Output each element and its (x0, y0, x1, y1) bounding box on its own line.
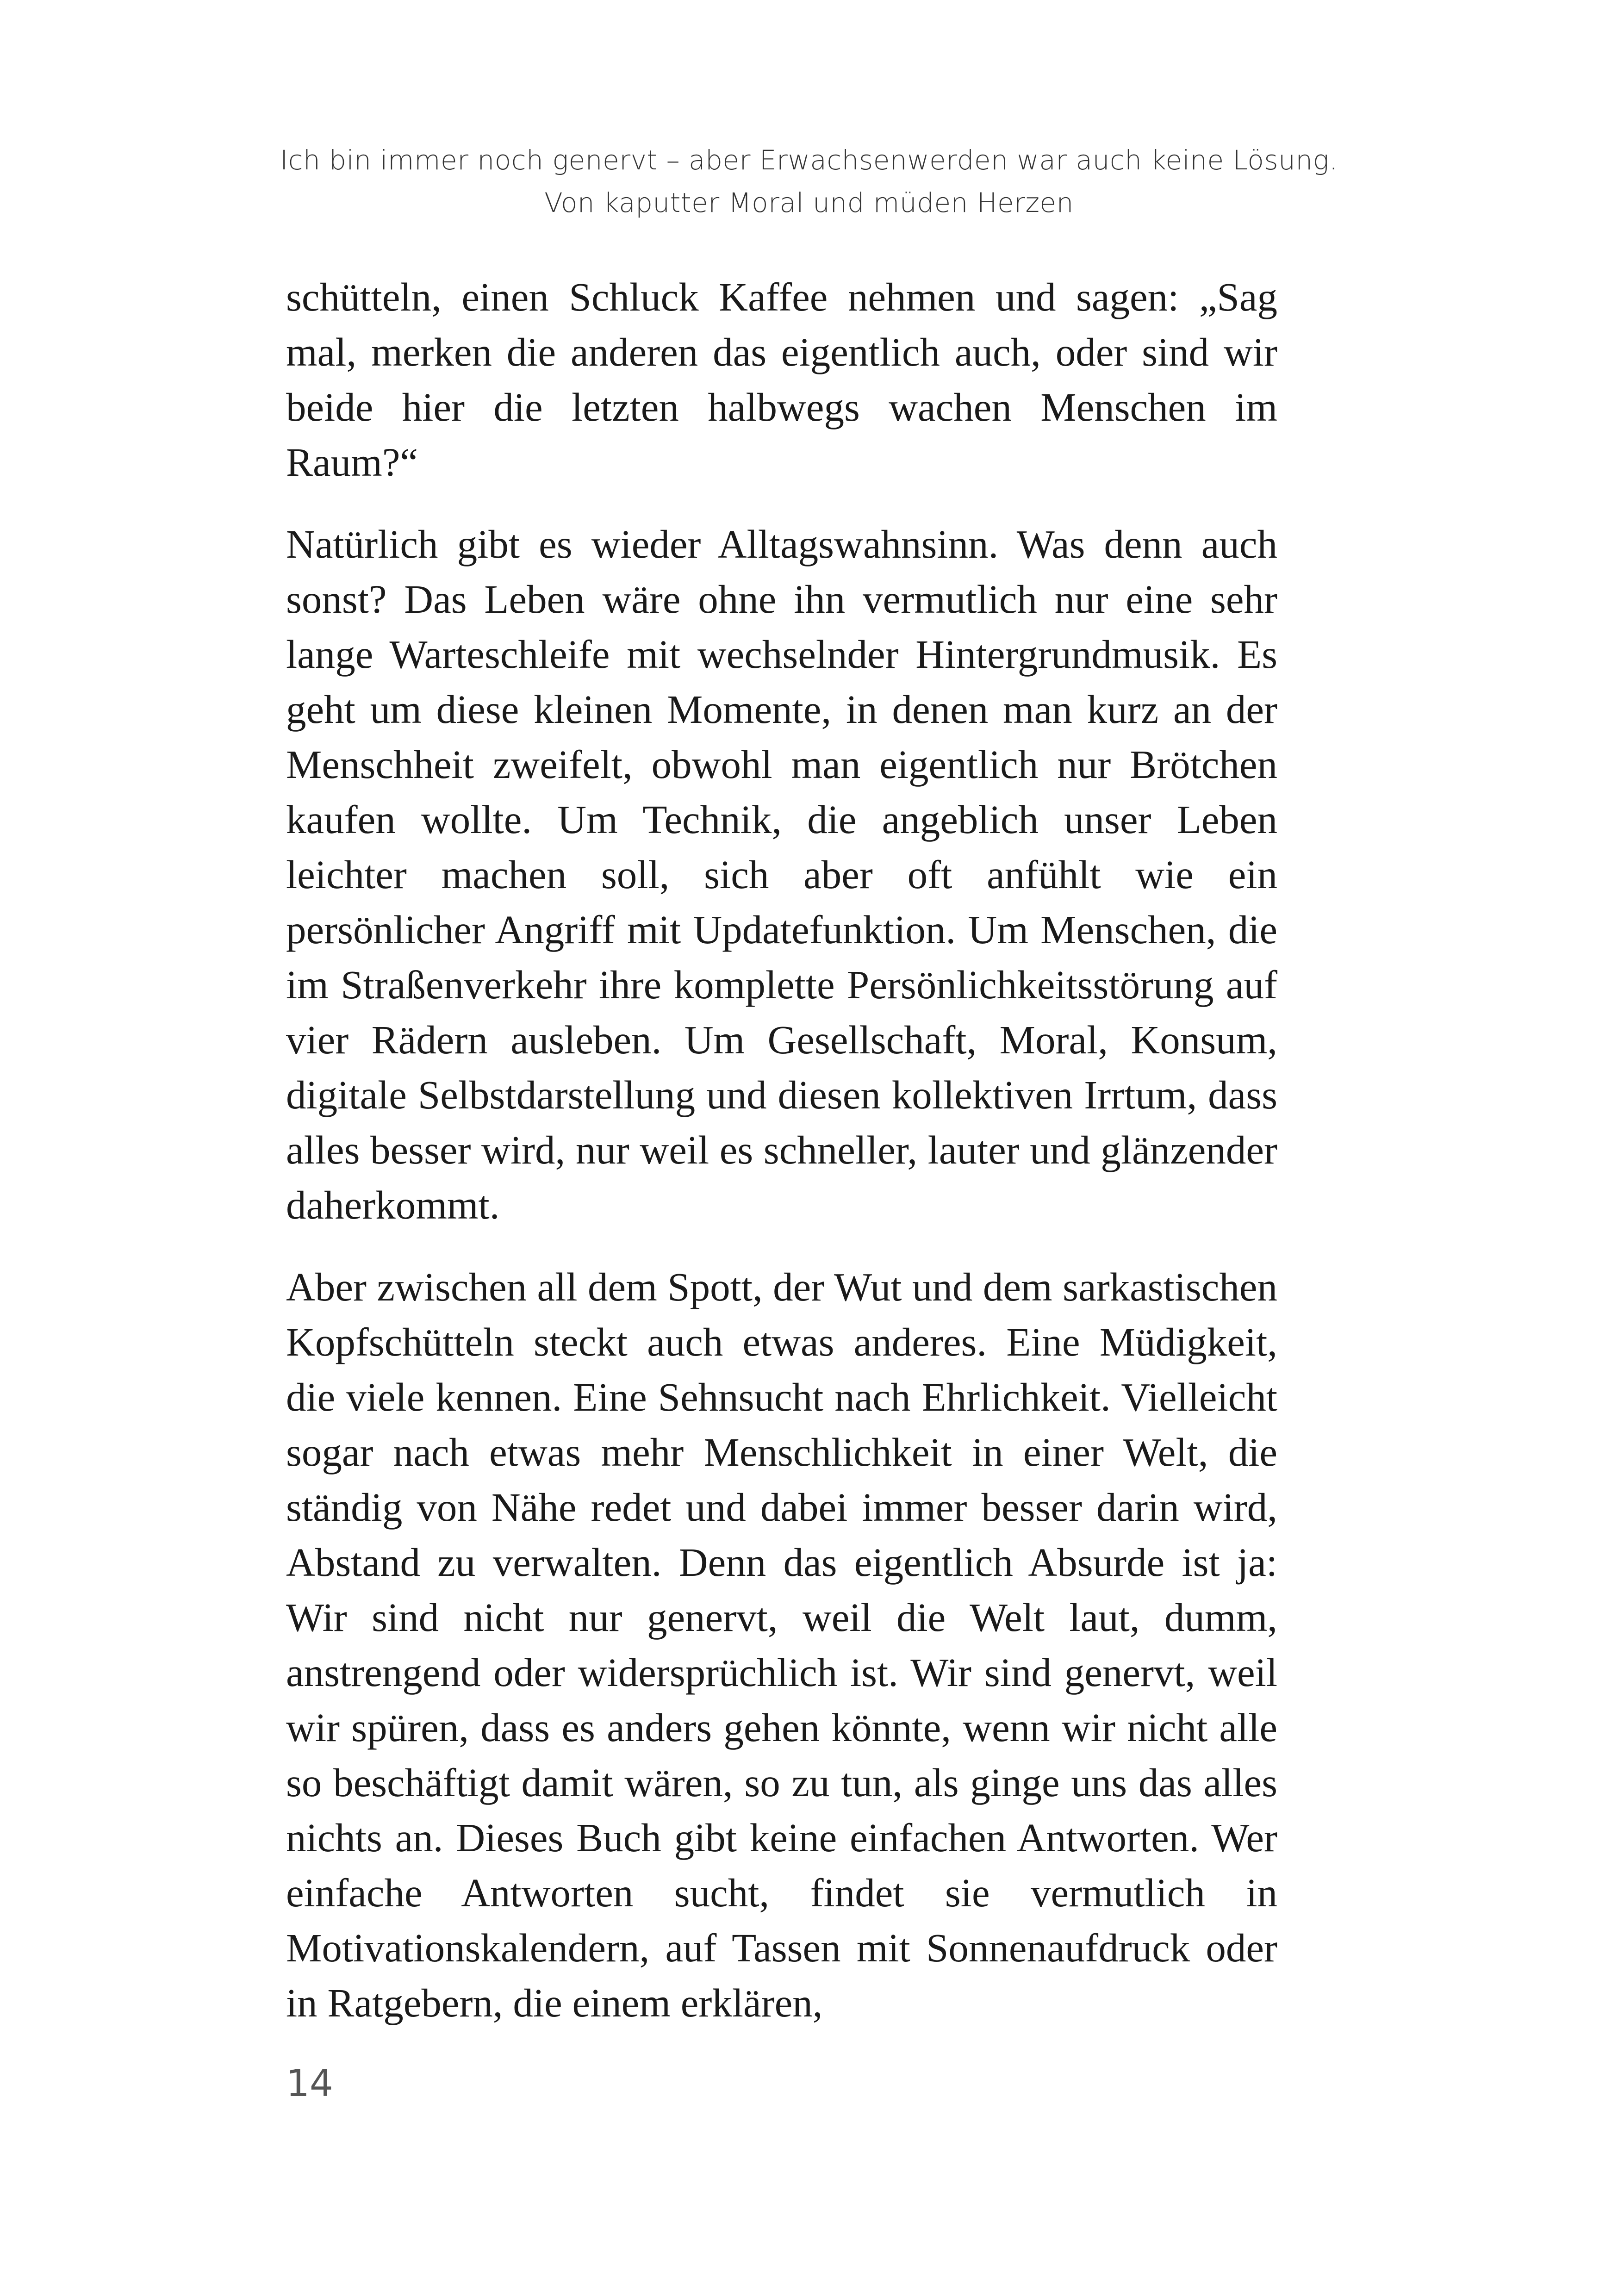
body-text (286, 269, 1277, 2057)
running-header (0, 139, 1618, 224)
page-number: 14 (286, 2062, 333, 2105)
running-header-subtitle: Von kaputter Moral und müden Herzen (544, 187, 1074, 218)
running-header-title: Ich bin immer noch genervt – aber Erwachsenwerden war auch keine Lösung. (280, 144, 1338, 176)
paragraph: Aber zwischen all dem Spott, der Wut und dem sarkastischen Kopfschütteln steckt auch etwas anderes. Eine Müdigkeit, die viele kennen. Eine Sehnsucht nach Ehrlichkeit. Vielleicht sogar nach etwas mehr Menschlichkeit in einer Welt, die ständig von Nähe redet und dabei immer besser darin wird, Abstand zu verwalten. Denn das eigentlich Absurde ist ja: Wir sind nicht nur genervt, weil die Welt laut, dumm, anstrengend oder widersprüchlich ist. Wir sind genervt, weil wir spüren, dass es anders gehen könnte, wenn wir nicht alle so beschäftigt damit wären, so zu tun, als ginge uns das alles nichts an. Dieses Buch gibt keine einfachen Antworten. Wer einfache Antworten sucht, findet sie vermutlich in Motivationskalendern, auf Tassen mit Sonnenaufdruck oder in Ratgebern, die einem erklären, (286, 1264, 1277, 2025)
paragraph: Natürlich gibt es wieder Alltagswahnsinn. Was denn auch sonst? Das Leben wäre ohne ihn vermutlich nur eine sehr lange Warteschleife mit wechselnder Hintergrundmusik. Es geht um diese kleinen Momente, in denen man kurz an der Menschheit zweifelt, obwohl man eigentlich nur Brötchen kaufen wollte. Um Technik, die angeblich unser Leben leichter machen soll, sich aber oft anfühlt wie ein persönlicher Angriff mit Updatefunktion. Um Menschen, die im Straßenverkehr ihre komplette Persönlichkeitsstörung auf vier Rädern ausleben. Um Gesellschaft, Moral, Konsum, digitale Selbstdarstellung und diesen kollektiven Irrtum, dass alles besser wird, nur weil es schneller, lauter und glänzender daherkommt. (286, 522, 1277, 1227)
paragraph: schütteln, einen Schluck Kaffee nehmen und sagen: „Sag mal, merken die anderen das eigentlich auch, oder sind wir beide hier die letzten halbwegs wachen Menschen im Raum?“ (286, 274, 1277, 485)
